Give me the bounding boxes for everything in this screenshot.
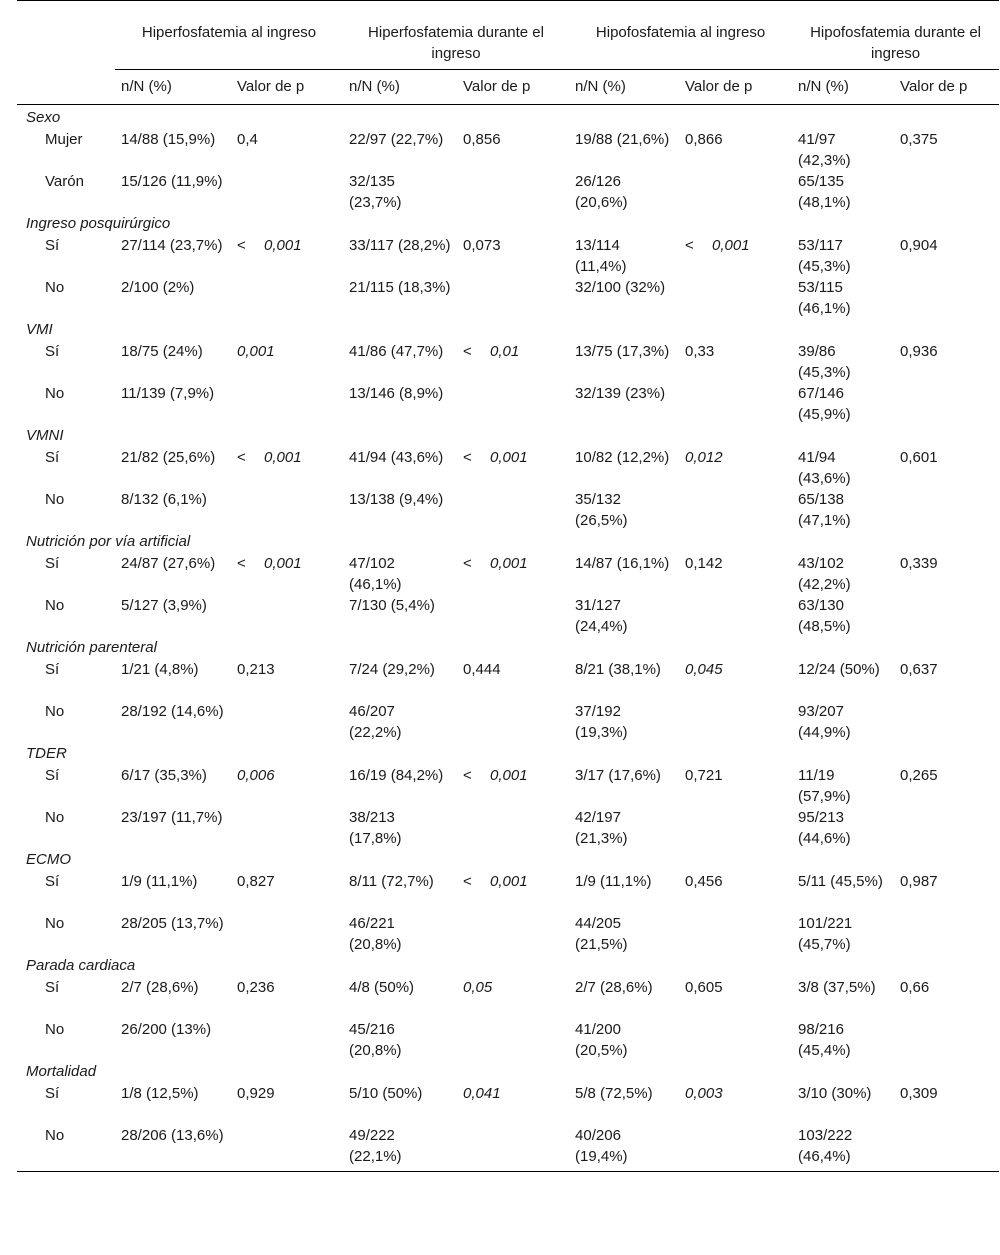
p-value-cell	[457, 659, 569, 701]
count-cell: 21/82 (25,6%)	[121, 449, 216, 466]
p-value: 0,001	[264, 449, 302, 466]
p-value-cell	[457, 235, 569, 277]
header-row-groups	[17, 1, 999, 70]
count-cell: 53/117 (45,3%)	[798, 237, 851, 275]
p-value-cell	[231, 489, 343, 531]
less-than-sign: <	[463, 343, 472, 360]
p-value-cell	[679, 701, 792, 743]
row-label: Sí	[45, 555, 60, 572]
p-value-cell	[894, 1083, 999, 1125]
section-header-row	[17, 105, 999, 130]
table-row	[17, 447, 999, 489]
table-row	[17, 489, 999, 531]
p-value-cell	[231, 913, 343, 955]
p-value-cell	[894, 977, 999, 1019]
p-value: 0,375	[900, 131, 938, 148]
row-label: Varón	[45, 173, 84, 190]
count-cell: 13/146 (8,9%)	[349, 385, 444, 402]
p-value-cell	[679, 871, 792, 913]
count-cell: 43/102 (42,2%)	[798, 555, 851, 593]
count-cell: 41/86 (47,7%)	[349, 343, 444, 360]
less-than-sign: <	[237, 449, 246, 466]
count-cell: 23/197 (11,7%)	[121, 809, 223, 826]
count-cell: 11/139 (7,9%)	[121, 385, 215, 402]
count-cell: 22/97 (22,7%)	[349, 131, 444, 148]
p-value-cell	[457, 171, 569, 213]
section-title: VMNI	[26, 427, 64, 444]
row-label: No	[45, 597, 65, 614]
results-table-container	[17, 0, 999, 1172]
count-cell: 5/127 (3,9%)	[121, 597, 207, 614]
less-than-sign: <	[463, 767, 472, 784]
header-empty-cell	[17, 70, 115, 105]
header-n-1: n/N (%)	[115, 70, 231, 105]
count-cell: 1/9 (11,1%)	[121, 873, 198, 890]
p-value: 0,444	[463, 661, 501, 678]
row-label: Sí	[45, 767, 60, 784]
p-value-cell	[457, 1083, 569, 1125]
p-value: 0,601	[900, 449, 938, 466]
p-value-cell	[231, 659, 343, 701]
section-header-row	[17, 425, 999, 447]
count-cell: 32/100 (32%)	[575, 279, 666, 296]
p-value-cell	[679, 1125, 792, 1172]
p-value-cell	[231, 277, 343, 319]
count-cell: 3/10 (30%)	[798, 1085, 872, 1102]
p-value: 0,001	[237, 343, 275, 360]
less-than-sign: <	[685, 237, 694, 254]
count-cell: 103/222 (46,4%)	[792, 1125, 894, 1172]
count-cell: 3/17 (17,6%)	[575, 767, 661, 784]
p-value-cell	[231, 1083, 343, 1125]
section-title: Ingreso posquirúrgico	[26, 215, 171, 232]
row-label: Sí	[45, 873, 60, 890]
table-row	[17, 129, 999, 171]
count-cell: 7/24 (29,2%)	[349, 661, 435, 678]
p-value-cell	[679, 913, 792, 955]
p-value-cell	[457, 701, 569, 743]
count-cell: 44/205 (21,5%)	[575, 915, 628, 953]
row-label: Sí	[45, 979, 60, 996]
p-value-cell	[679, 447, 792, 489]
p-value-cell	[679, 171, 792, 213]
header-group-4: Hipofosfatemia durante el ingreso	[792, 1, 999, 70]
p-value-cell	[894, 871, 999, 913]
count-cell: 8/11 (72,7%)	[349, 873, 434, 890]
p-value-cell	[231, 171, 343, 213]
count-cell: 6/17 (35,3%)	[121, 767, 207, 784]
count-cell: 101/221 (45,7%)	[798, 915, 853, 953]
p-value-cell	[679, 235, 792, 277]
count-cell: 3/8 (37,5%)	[798, 979, 876, 996]
row-label: No	[45, 703, 65, 720]
p-value-cell	[894, 659, 999, 701]
count-cell: 35/132 (26,5%)	[575, 491, 628, 529]
p-value: 0,339	[900, 555, 938, 572]
section-header-row	[17, 743, 999, 765]
p-value: 0,001	[490, 873, 528, 890]
table-row	[17, 765, 999, 807]
p-value-cell	[231, 235, 343, 277]
p-value: 0,904	[900, 237, 938, 254]
count-cell: 2/7 (28,6%)	[121, 979, 199, 996]
count-cell: 2/7 (28,6%)	[575, 979, 653, 996]
count-cell: 40/206 (19,4%)	[569, 1125, 679, 1172]
header-row-sub	[17, 70, 999, 105]
p-value-cell	[679, 277, 792, 319]
p-value-cell	[231, 553, 343, 595]
p-value-cell	[457, 1019, 569, 1061]
section-title: Sexo	[26, 109, 61, 126]
p-value-cell	[894, 171, 999, 213]
header-group-3: Hipofosfatemia al ingreso	[569, 1, 792, 70]
table-row	[17, 235, 999, 277]
p-value: 0,045	[685, 661, 723, 678]
p-value: 0,66	[900, 979, 930, 996]
p-value-cell	[231, 977, 343, 1019]
table-row	[17, 171, 999, 213]
p-value-cell	[231, 701, 343, 743]
row-label: Sí	[45, 1085, 60, 1102]
count-cell: 31/127 (24,4%)	[575, 597, 628, 635]
count-cell: 28/205 (13,7%)	[121, 915, 224, 932]
row-label: No	[45, 491, 65, 508]
count-cell: 5/10 (50%)	[349, 1085, 423, 1102]
p-value: 0,012	[685, 449, 723, 466]
row-label: No	[45, 915, 65, 932]
table-row	[17, 871, 999, 913]
row-label: No	[45, 809, 65, 826]
count-cell: 1/9 (11,1%)	[575, 873, 652, 890]
count-cell: 10/82 (12,2%)	[575, 449, 670, 466]
p-value: 0,265	[900, 767, 938, 784]
count-cell: 65/138 (47,1%)	[798, 491, 851, 529]
p-value-cell	[679, 977, 792, 1019]
p-value-cell	[457, 553, 569, 595]
table-row	[17, 1019, 999, 1061]
section-title: Parada cardiaca	[26, 957, 136, 974]
p-value-cell	[894, 807, 999, 849]
count-cell: 53/115 (46,1%)	[798, 279, 851, 317]
p-value: 0,041	[463, 1085, 501, 1102]
table-row	[17, 807, 999, 849]
p-value: 0,073	[463, 237, 501, 254]
less-than-sign: <	[463, 449, 472, 466]
section-title: ECMO	[26, 851, 71, 868]
header-p-3: Valor de p	[679, 70, 792, 105]
section-title: TDER	[26, 745, 67, 762]
count-cell: 98/216 (45,4%)	[798, 1021, 851, 1059]
p-value-cell	[679, 1083, 792, 1125]
section-header-row	[17, 637, 999, 659]
row-label: Sí	[45, 661, 60, 678]
p-value-cell	[231, 1019, 343, 1061]
count-cell: 47/102 (46,1%)	[349, 555, 402, 593]
count-cell: 37/192 (19,3%)	[575, 703, 628, 741]
p-value-cell	[894, 765, 999, 807]
table-row	[17, 913, 999, 955]
p-value-cell	[231, 1125, 343, 1172]
count-cell: 5/8 (72,5%)	[575, 1085, 653, 1102]
p-value-cell	[457, 489, 569, 531]
header-n-3: n/N (%)	[569, 70, 679, 105]
p-value-cell	[457, 765, 569, 807]
p-value-cell	[679, 341, 792, 383]
count-cell: 15/126 (11,9%)	[121, 173, 223, 190]
count-cell: 8/21 (38,1%)	[575, 661, 661, 678]
count-cell: 46/221 (20,8%)	[349, 915, 402, 953]
p-value-cell	[231, 341, 343, 383]
p-value: 0,987	[900, 873, 938, 890]
p-value-cell	[231, 129, 343, 171]
count-cell: 41/94 (43,6%)	[798, 449, 851, 487]
p-value-cell	[894, 489, 999, 531]
less-than-sign: <	[463, 555, 472, 572]
count-cell: 28/192 (14,6%)	[121, 703, 224, 720]
p-value: 0,05	[463, 979, 493, 996]
p-value-cell	[457, 383, 569, 425]
p-value-cell	[679, 765, 792, 807]
p-value: 0,929	[237, 1085, 275, 1102]
p-value-cell	[894, 595, 999, 637]
p-value-cell	[679, 807, 792, 849]
count-cell: 67/146 (45,9%)	[798, 385, 851, 423]
table-row	[17, 659, 999, 701]
count-cell: 39/86 (45,3%)	[798, 343, 851, 381]
p-value-cell	[679, 489, 792, 531]
p-value: 0,827	[237, 873, 275, 890]
section-header-row	[17, 213, 999, 235]
table-row	[17, 701, 999, 743]
p-value-cell	[894, 913, 999, 955]
p-value: 0,605	[685, 979, 723, 996]
count-cell: 7/130 (5,4%)	[349, 597, 435, 614]
count-cell: 4/8 (50%)	[349, 979, 415, 996]
p-value-cell	[231, 765, 343, 807]
p-value: 0,936	[900, 343, 938, 360]
p-value-cell	[679, 383, 792, 425]
p-value: 0,001	[490, 449, 528, 466]
table-row	[17, 1083, 999, 1125]
p-value: 0,003	[685, 1085, 723, 1102]
count-cell: 14/87 (16,1%)	[575, 555, 670, 572]
count-cell: 32/139 (23%)	[575, 385, 666, 402]
table-row	[17, 977, 999, 1019]
p-value-cell	[457, 341, 569, 383]
count-cell: 27/114 (23,7%)	[121, 237, 223, 254]
count-cell: 46/207 (22,2%)	[349, 703, 402, 741]
p-value-cell	[457, 807, 569, 849]
less-than-sign: <	[237, 237, 246, 254]
row-label: Mujer	[45, 131, 83, 148]
section-title: Nutrición por vía artificial	[26, 533, 191, 550]
p-value-cell	[679, 659, 792, 701]
section-header-row	[17, 849, 999, 871]
p-value-cell	[457, 977, 569, 1019]
count-cell: 5/11 (45,5%)	[798, 873, 883, 890]
p-value: 0,142	[685, 555, 723, 572]
count-cell: 63/130 (48,5%)	[798, 597, 851, 635]
p-value: 0,236	[237, 979, 275, 996]
count-cell: 38/213 (17,8%)	[349, 809, 402, 847]
count-cell: 14/88 (15,9%)	[121, 131, 216, 148]
count-cell: 2/100 (2%)	[121, 279, 195, 296]
p-value: 0,866	[685, 131, 723, 148]
p-value-cell	[894, 383, 999, 425]
p-value-cell	[894, 447, 999, 489]
count-cell: 21/115 (18,3%)	[349, 279, 451, 296]
p-value-cell	[894, 129, 999, 171]
p-value-cell	[231, 447, 343, 489]
count-cell: 1/8 (12,5%)	[121, 1085, 199, 1102]
row-label: No	[45, 279, 65, 296]
p-value-cell	[457, 913, 569, 955]
count-cell: 19/88 (21,6%)	[575, 131, 670, 148]
p-value-cell	[457, 129, 569, 171]
p-value: 0,001	[264, 237, 302, 254]
p-value: 0,001	[490, 555, 528, 572]
count-cell: 13/114 (11,4%)	[575, 237, 627, 275]
p-value: 0,456	[685, 873, 723, 890]
count-cell: 65/135 (48,1%)	[798, 173, 851, 211]
p-value-cell	[894, 553, 999, 595]
count-cell: 41/200 (20,5%)	[575, 1021, 628, 1059]
p-value-cell	[894, 1125, 999, 1172]
p-value: 0,4	[237, 131, 258, 148]
count-cell: 12/24 (50%)	[798, 661, 880, 678]
p-value-cell	[231, 807, 343, 849]
section-header-row	[17, 531, 999, 553]
p-value-cell	[679, 553, 792, 595]
count-cell: 45/216 (20,8%)	[349, 1021, 402, 1059]
count-cell: 1/21 (4,8%)	[121, 661, 199, 678]
p-value-cell	[679, 129, 792, 171]
results-table	[17, 0, 999, 1172]
p-value: 0,309	[900, 1085, 938, 1102]
table-header	[17, 1, 999, 105]
p-value: 0,33	[685, 343, 715, 360]
p-value-cell	[231, 595, 343, 637]
count-cell: 8/132 (6,1%)	[121, 491, 207, 508]
p-value: 0,001	[712, 237, 750, 254]
p-value-cell	[457, 871, 569, 913]
count-cell: 11/19 (57,9%)	[798, 767, 851, 805]
section-header-row	[17, 319, 999, 341]
p-value-cell	[894, 235, 999, 277]
row-label: Sí	[45, 449, 60, 466]
p-value: 0,856	[463, 131, 501, 148]
count-cell: 95/213 (44,6%)	[798, 809, 851, 847]
header-p-4: Valor de p	[894, 70, 999, 105]
count-cell: 28/206 (13,6%)	[115, 1125, 231, 1172]
p-value: 0,01	[490, 343, 520, 360]
p-value: 0,001	[264, 555, 302, 572]
p-value-cell	[894, 341, 999, 383]
count-cell: 41/94 (43,6%)	[349, 449, 444, 466]
row-label: No	[45, 1021, 65, 1038]
p-value: 0,213	[237, 661, 275, 678]
p-value-cell	[457, 1125, 569, 1172]
row-label: Sí	[45, 237, 60, 254]
table-row	[17, 277, 999, 319]
p-value: 0,721	[685, 767, 723, 784]
header-group-2: Hiperfosfatemia durante el ingreso	[343, 1, 569, 70]
p-value-cell	[457, 595, 569, 637]
count-cell: 42/197 (21,3%)	[575, 809, 628, 847]
p-value-cell	[894, 701, 999, 743]
table-row	[17, 595, 999, 637]
section-header-row	[17, 1061, 999, 1083]
p-value: 0,637	[900, 661, 938, 678]
count-cell: 26/126 (20,6%)	[575, 173, 628, 211]
header-n-4: n/N (%)	[792, 70, 894, 105]
p-value-cell	[679, 1019, 792, 1061]
count-cell: 13/138 (9,4%)	[349, 491, 444, 508]
less-than-sign: <	[463, 873, 472, 890]
count-cell: 41/97 (42,3%)	[798, 131, 851, 169]
p-value-cell	[231, 871, 343, 913]
p-value-cell	[457, 447, 569, 489]
row-label: No	[45, 385, 65, 402]
p-value-cell	[231, 383, 343, 425]
table-row	[17, 1125, 999, 1172]
p-value-cell	[457, 277, 569, 319]
row-label: No	[17, 1125, 115, 1172]
less-than-sign: <	[237, 555, 246, 572]
count-cell: 26/200 (13%)	[121, 1021, 212, 1038]
p-value: 0,001	[490, 767, 528, 784]
count-cell: 93/207 (44,9%)	[798, 703, 851, 741]
count-cell: 24/87 (27,6%)	[121, 555, 216, 572]
header-group-1: Hiperfosfatemia al ingreso	[115, 1, 343, 70]
table-body	[17, 105, 999, 1172]
count-cell: 13/75 (17,3%)	[575, 343, 670, 360]
p-value-cell	[894, 1019, 999, 1061]
count-cell: 16/19 (84,2%)	[349, 767, 444, 784]
header-empty-cell	[17, 1, 115, 70]
header-p-1: Valor de p	[231, 70, 343, 105]
p-value-cell	[679, 595, 792, 637]
section-title: Nutrición parenteral	[26, 639, 157, 656]
count-cell: 33/117 (28,2%)	[349, 237, 451, 254]
table-row	[17, 341, 999, 383]
section-title: VMI	[26, 321, 53, 338]
table-row	[17, 383, 999, 425]
count-cell: 49/222 (22,1%)	[343, 1125, 457, 1172]
header-n-2: n/N (%)	[343, 70, 457, 105]
header-p-2: Valor de p	[457, 70, 569, 105]
count-cell: 18/75 (24%)	[121, 343, 203, 360]
section-header-row	[17, 955, 999, 977]
table-row	[17, 553, 999, 595]
count-cell: 32/135 (23,7%)	[349, 173, 402, 211]
p-value-cell	[894, 277, 999, 319]
section-title: Mortalidad	[26, 1063, 97, 1080]
p-value: 0,006	[237, 767, 275, 784]
row-label: Sí	[45, 343, 60, 360]
